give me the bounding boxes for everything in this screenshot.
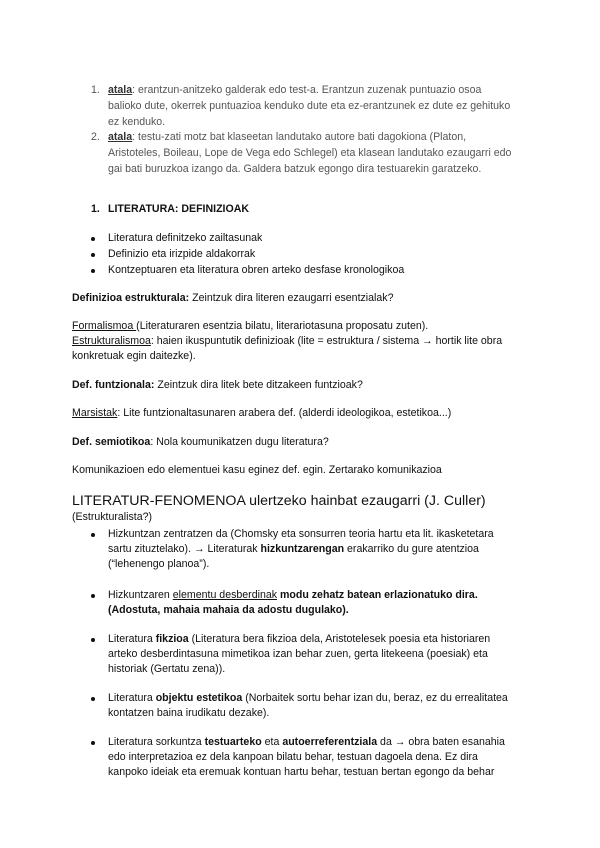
estrukturalismoa-line: Estrukturalismoa: haien ikuspuntutik definizioak (lite = estruktura / sistema → hortik lite obra [72, 335, 503, 347]
bullet-line: kanpoko ideiak eta eremuak kontuan hartu behar, testuan bertan egongo da behar [108, 766, 495, 778]
heading-culler: LITERATUR-FENOMENOA ulertzeko hainbat ezaugarri (J. Culler) [72, 493, 486, 509]
bullet-line: historiak (Gertatu zena)). [108, 663, 226, 675]
bullet-line: Literatura objektu estetikoa (Norbaitek sortu behar izan du, beraz, ez du errealitatea [108, 692, 508, 704]
list-number: 1. [91, 84, 100, 96]
atala-label: atala [108, 84, 133, 96]
bullet-line: Hizkuntzan zentratzen da (Chomsky eta sonsurren teoria hartu eta lit. ikasketetara [108, 528, 494, 540]
bullet-icon [91, 638, 95, 642]
atala-label: atala [108, 131, 133, 143]
komunikazio-line: Komunikazioen edo elementuei kasu eginez def. egin. Zertarako komunikazioa [72, 464, 442, 476]
bullet-line: Literatura sorkuntza testuarteko eta autoerreferentziala da → obra baten esanahia [108, 736, 505, 748]
list-item-line: gai bati buruzkoa izango da. Galdera batzuk egongo dira testuarekin garatzeko. [108, 163, 482, 175]
list-item-line: Aristoteles, Boileau, Lope de Vega edo Schlegel) eta klasean landutako ezaugarri edo [108, 147, 512, 159]
bullet-icon [91, 741, 95, 745]
bullet-line: arteko desberdintasuna mimetikoa izan behar zuen, gerta litekeena (poesiak) eta [108, 648, 488, 660]
list-item-line: balioko dute, okerrek puntuazioa kenduko dute eta ez-erantzunek ez dute ez gehituko [108, 100, 511, 112]
bullet-line: Hizkuntzaren elementu desberdinak modu zehatz batean erlazionatuko dira. [108, 589, 478, 601]
bullet-icon [91, 269, 95, 273]
section-title: LITERATURA: DEFINIZIOAK [108, 203, 250, 215]
bullet-line: (“lehenengo planoa”). [108, 558, 210, 570]
bullet-line: edo interpretazioa ez dela kanpoan bilatu behar, testuan dagoela dena. Ez dira [108, 751, 478, 763]
bullet-icon [91, 697, 95, 701]
bullet-icon [91, 594, 95, 598]
bullet-line: kontatzen baina irudikatu dezake). [108, 707, 270, 719]
def-semiotic: Def. semiotikoa: Nola koumunikatzen dugu literatura? [72, 436, 329, 448]
bullet-item: Kontzeptuaren eta literatura obren arteko desfase kronologikoa [108, 264, 405, 276]
bullet-icon [91, 253, 95, 257]
def-functional: Def. funtzionala: Zeintzuk dira litek bete ditzakeen funtzioak? [72, 379, 363, 391]
marsistak-line: Marsistak: Lite funtzionaltasunaren arabera def. (alderdi ideologikoa, estetikoa...) [72, 407, 452, 419]
bullet-item: Definizio eta irizpide aldakorrak [108, 248, 256, 260]
list-item-line: atala: testu-zati motz bat klaseetan landutako autore bati dagokiona (Platon, [108, 131, 467, 143]
bullet-line: sartu zituztelako). → Literaturak hizkuntzarengan erakarriko du gure atentzioa [108, 543, 479, 555]
list-item-line: ez kenduko. [108, 116, 166, 128]
bullet-line: (Adostuta, mahaia mahaia da adostu dugulako). [108, 604, 349, 616]
subheading: (Estrukturalista?) [72, 511, 153, 523]
bullet-icon [91, 533, 95, 537]
section-number: 1. [91, 203, 100, 215]
estrukturalismoa-line-2: konkretuak egin daitezke). [72, 350, 196, 362]
bullet-line: Literatura fikzioa (Literatura bera fikzioa dela, Aristotelesek poesia eta historiaren [108, 633, 491, 645]
bullet-item: Literatura definitzeko zailtasunak [108, 232, 263, 244]
list-number: 2. [91, 131, 100, 143]
formalismoa-line: Formalismoa (Literaturaren esentzia bilatu, literariotasuna proposatu zuten). [72, 320, 429, 332]
list-item-line: atala: erantzun-anitzeko galderak edo test-a. Erantzun zuzenak puntuazio osoa [108, 84, 482, 96]
def-structural: Definizioa estrukturala: Zeintzuk dira literen ezaugarri esentzialak? [72, 292, 394, 304]
bullet-icon [91, 237, 95, 241]
